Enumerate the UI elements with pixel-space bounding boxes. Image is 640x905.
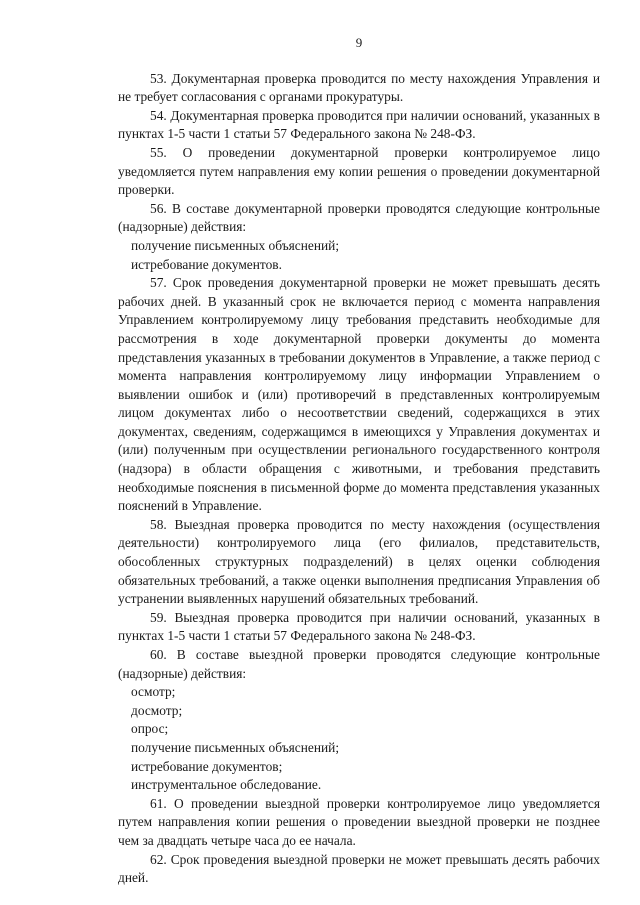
list-item: истребование документов. (131, 256, 282, 272)
paragraph-53: 53. Документарная проверка проводится по месту нахождения Управления и не требует согласования с органами прокуратуры. (118, 70, 600, 105)
paragraph-56: 56. В составе документарной проверки проводятся следующие контрольные (надзорные) действия: (118, 200, 600, 235)
list-item: инструментальное обследование. (131, 777, 322, 793)
list-item: осмотр; (131, 684, 176, 700)
list-item: опрос; (131, 721, 169, 737)
list-item: получение письменных объяснений; (131, 237, 340, 253)
paragraph-62: 62. Срок проведения выездной проверки не может превышать десять рабочих дней. (118, 851, 600, 886)
paragraph-60: 60. В составе выездной проверки проводятся следующие контрольные (надзорные) действия: (118, 647, 600, 681)
list-item: досмотр; (131, 702, 183, 718)
list-item: истребование документов; (131, 758, 283, 774)
paragraph-58: 58. Выездная проверка проводится по месту нахождения (осуществления деятельности) контролируемого лица (его филиалов, представительств, обособленных структурных подразделений) в целях оценки соблюдения обязательных требований, а также оценки выполнения предписания Управления об устранении выявленных нарушений обязательных требований. (118, 516, 600, 607)
paragraph-59: 59. Выездная проверка проводится при наличии оснований, указанных в пунктах 1-5 части 1 статьи 57 Федерального закона № 248-ФЗ. (118, 609, 600, 644)
paragraph-57: 57. Срок проведения документарной проверки не может превышать десять рабочих дней. В указанный срок не включается период с момента направления Управлением контролируемому лицу требования представить необходимые для рассмотрения в ходе документарной проверки документы до момента представления указанных в требовании документов в Управление, а также период с момента направления контролируемому лицу информации Управлением о выявлении ошибок и (или) противоречий в представленных контролируемым лицом документах либо о несоответствии сведений, содержащихся в этих документах, сведениям, содержащимся в имеющихся у Управления документах и (или) полученным при осуществлении регионального государственного контроля (надзора) в области обращения с животными, и требования представить необходимые пояснения в письменной форме до момента представления указанных пояснений в Управление. (118, 275, 600, 514)
list-item: получение письменных объяснений; (131, 739, 340, 755)
paragraph-55: 55. О проведении документарной проверки контролируемое лицо уведомляется путем направления ему копии решения о проведении документарной проверки. (118, 144, 600, 198)
paragraph-61: 61. О проведении выездной проверки контролируемое лицо уведомляется путем направления копии решения о проведении выездной проверки не позднее чем за двадцать четыре часа до ее начала. (118, 795, 600, 848)
page-number: 9 (355, 35, 363, 50)
paragraph-54: 54. Документарная проверка проводится при наличии оснований, указанных в пунктах 1-5 части 1 статьи 57 Федерального закона № 248-ФЗ. (118, 107, 600, 142)
